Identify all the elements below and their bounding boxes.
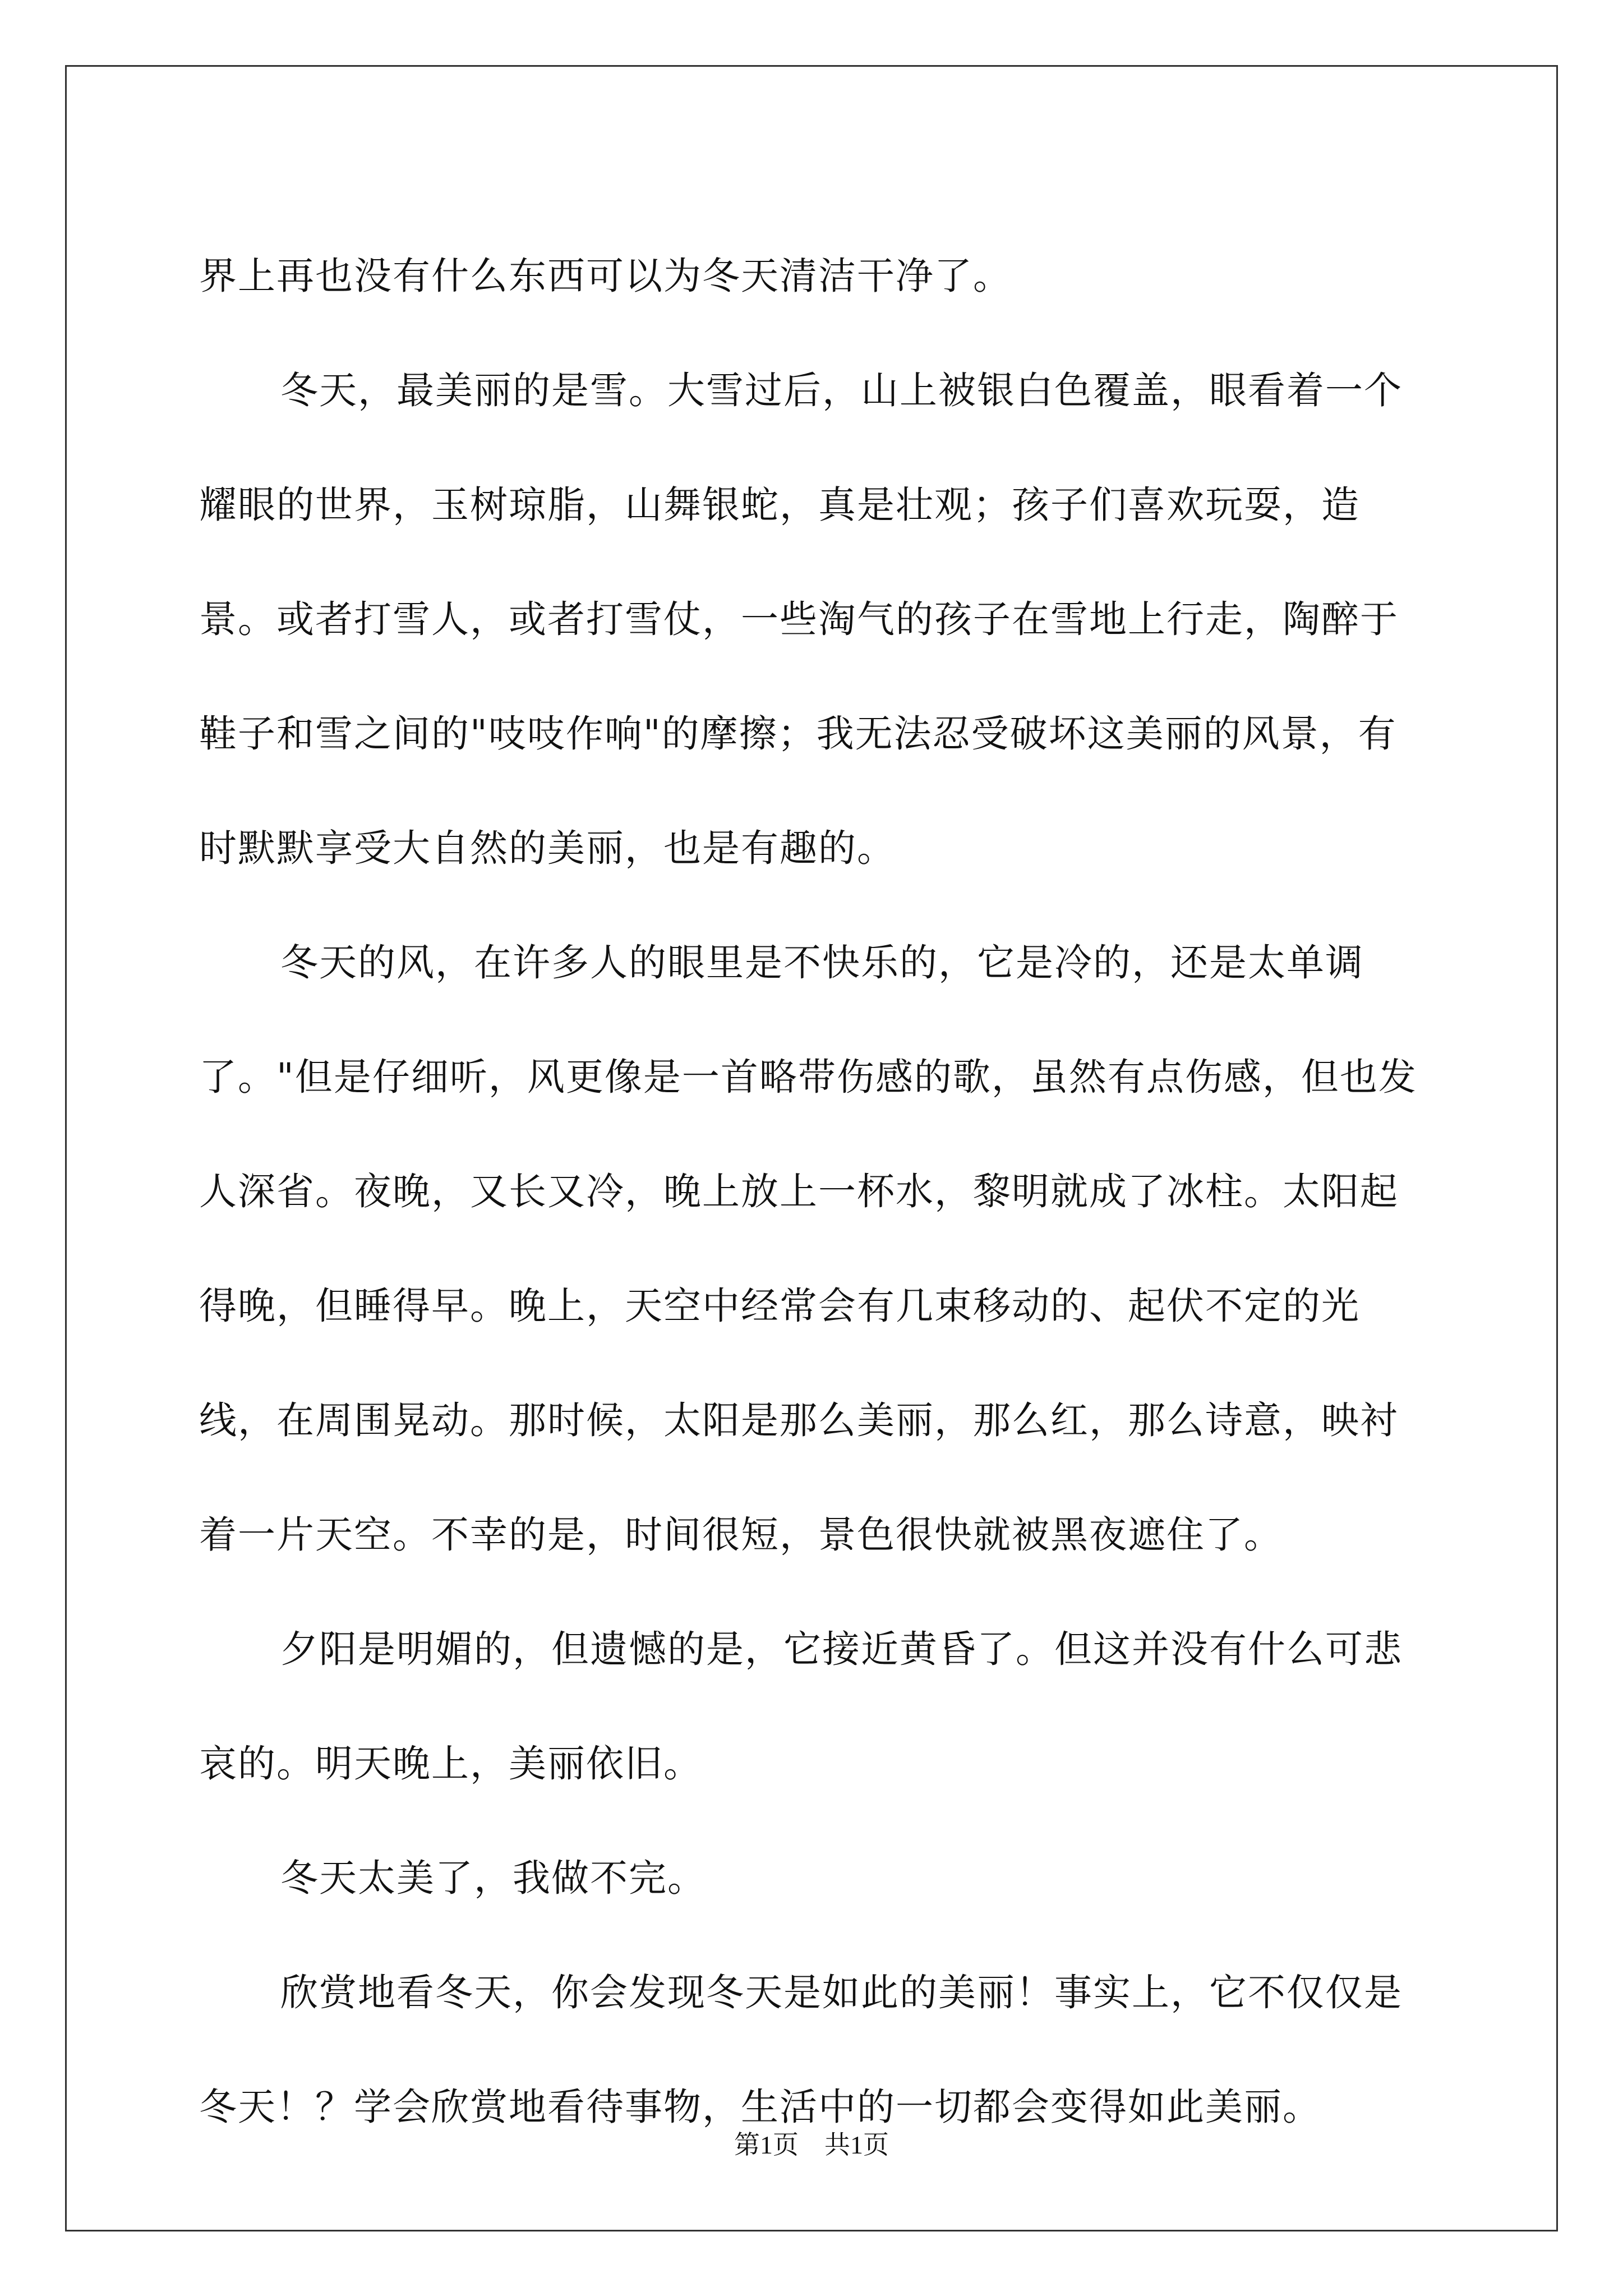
page-number-footer: 第1页 共1页 (734, 2131, 889, 2159)
paragraph-2: 冬天，最美丽的是雪。大雪过后，山上被银白色覆盖，眼看着一个耀眼的世界，玉树琼脂，山舞银蛇，真是壮观；孩子们喜欢玩耍，造景。或者打雪人，或者打雪仗，一些淘气的孩子在雪地上行走，陶醉于鞋子和雪之间的"吱吱作响"的摩擦；我无法忍受破坏这美丽的风景，有时默默享受大自然的美丽，也是有趣的。 (199, 369, 1403, 870)
paragraph-6: 欣赏地看冬天，你会发现冬天是如此的美丽！事实上，它不仅仅是冬天！？学会欣赏地看待事物，生活中的一切都会变得如此美丽。 (199, 1971, 1403, 2129)
paragraph-3: 冬天的风，在许多人的眼里是不快乐的，它是冷的，还是太单调了。"但是仔细听，风更像是一首略带伤感的歌，虽然有点伤感，但也发人深省。夜晚，又长又冷，晚上放上一杯水，黎明就成了冰柱。太阳起得晚，但睡得早。晚上，天空中经常会有几束移动的、起伏不定的光线，在周围晃动。那时候，太阳是那么美丽，那么红，那么诗意，映衬着一片天空。不幸的是，时间很短，景色很快就被黑夜遮住了。 (199, 941, 1417, 1557)
document-body (199, 219, 1433, 2164)
paragraph-4: 夕阳是明媚的，但遗憾的是，它接近黄昏了。但这并没有什么可悲哀的。明天晚上，美丽依旧。 (199, 1627, 1403, 1786)
paragraph-5: 冬天太美了，我做不完。 (280, 1856, 706, 1900)
paragraph-1: 界上再也没有什么东西可以为冬天清洁干净了。 (199, 254, 1012, 298)
